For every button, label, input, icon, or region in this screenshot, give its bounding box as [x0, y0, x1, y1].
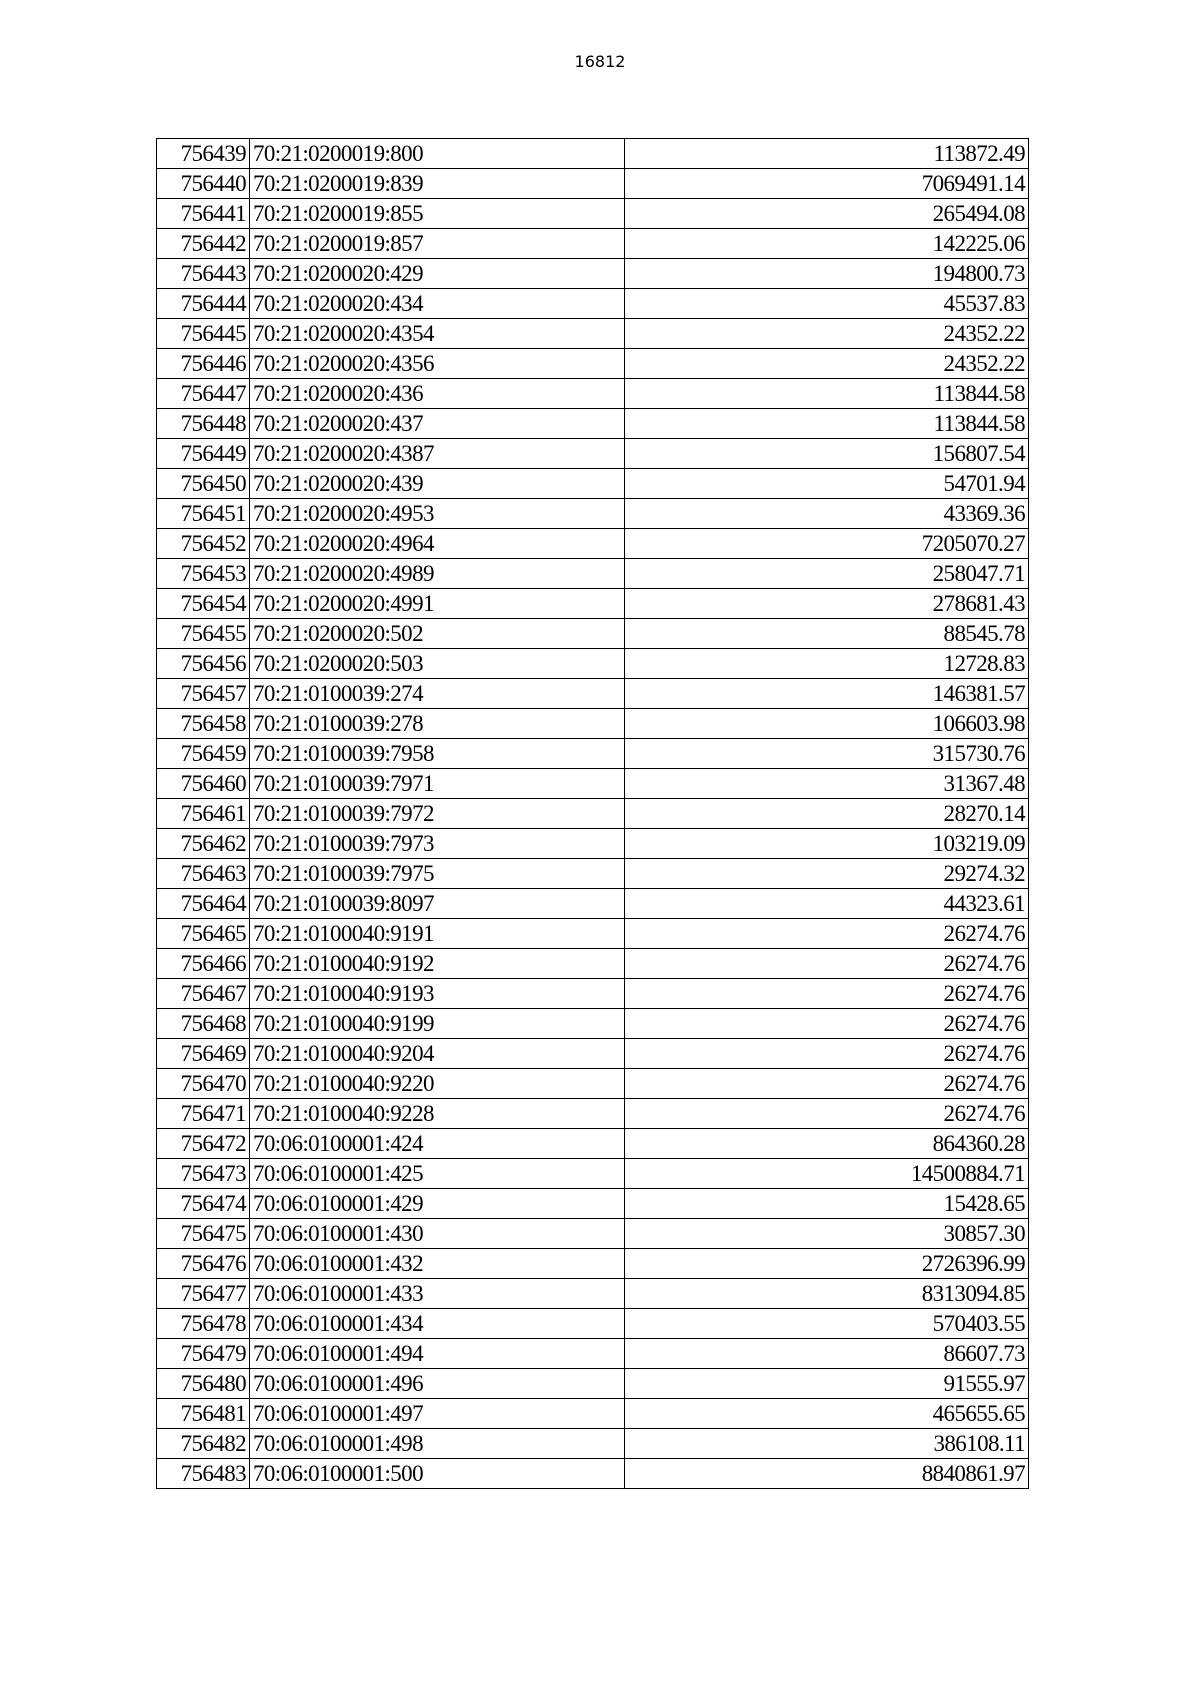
table-row	[157, 559, 1029, 589]
row-number-cell: 756474	[157, 1189, 250, 1219]
table-row	[157, 529, 1029, 559]
cadastral-number-cell: 70:21:0100040:9199	[250, 1009, 625, 1039]
cadastral-number-cell: 70:06:0100001:500	[250, 1459, 625, 1489]
cadastral-number-cell: 70:06:0100001:497	[250, 1399, 625, 1429]
table-row	[157, 649, 1029, 679]
value-cell: 465655.65	[625, 1399, 1029, 1429]
row-number-cell: 756443	[157, 259, 250, 289]
value-cell: 26274.76	[625, 949, 1029, 979]
cadastral-number-cell: 70:06:0100001:494	[250, 1339, 625, 1369]
cadastral-number-cell: 70:06:0100001:496	[250, 1369, 625, 1399]
row-number-cell: 756462	[157, 829, 250, 859]
table-row	[157, 1129, 1029, 1159]
table-row	[157, 589, 1029, 619]
row-number-cell: 756473	[157, 1159, 250, 1189]
value-cell: 278681.43	[625, 589, 1029, 619]
table-row	[157, 979, 1029, 1009]
cadastral-number-cell: 70:21:0100039:7958	[250, 739, 625, 769]
table-row	[157, 1159, 1029, 1189]
cadastral-number-cell: 70:06:0100001:434	[250, 1309, 625, 1339]
value-cell: 146381.57	[625, 679, 1029, 709]
table-row	[157, 949, 1029, 979]
cadastral-number-cell: 70:21:0100040:9204	[250, 1039, 625, 1069]
row-number-cell: 756453	[157, 559, 250, 589]
cadastral-number-cell: 70:21:0200020:4991	[250, 589, 625, 619]
row-number-cell: 756456	[157, 649, 250, 679]
cadastral-number-cell: 70:06:0100001:429	[250, 1189, 625, 1219]
row-number-cell: 756448	[157, 409, 250, 439]
row-number-cell: 756466	[157, 949, 250, 979]
table-row	[157, 739, 1029, 769]
table-row	[157, 349, 1029, 379]
data-table	[156, 138, 1029, 1489]
value-cell: 864360.28	[625, 1129, 1029, 1159]
row-number-cell: 756478	[157, 1309, 250, 1339]
value-cell: 26274.76	[625, 1069, 1029, 1099]
value-cell: 113872.49	[625, 139, 1029, 169]
table-row	[157, 469, 1029, 499]
value-cell: 88545.78	[625, 619, 1029, 649]
cadastral-number-cell: 70:21:0200019:857	[250, 229, 625, 259]
row-number-cell: 756459	[157, 739, 250, 769]
table-row	[157, 169, 1029, 199]
table-row	[157, 1099, 1029, 1129]
table-row	[157, 1219, 1029, 1249]
row-number-cell: 756451	[157, 499, 250, 529]
value-cell: 45537.83	[625, 289, 1029, 319]
cadastral-number-cell: 70:21:0100039:7972	[250, 799, 625, 829]
table-row	[157, 919, 1029, 949]
value-cell: 258047.71	[625, 559, 1029, 589]
value-cell: 386108.11	[625, 1429, 1029, 1459]
value-cell: 28270.14	[625, 799, 1029, 829]
value-cell: 30857.30	[625, 1219, 1029, 1249]
table-row	[157, 859, 1029, 889]
value-cell: 7205070.27	[625, 529, 1029, 559]
table-row	[157, 709, 1029, 739]
table-row	[157, 769, 1029, 799]
value-cell: 26274.76	[625, 1099, 1029, 1129]
table-row	[157, 1249, 1029, 1279]
value-cell: 156807.54	[625, 439, 1029, 469]
row-number-cell: 756455	[157, 619, 250, 649]
value-cell: 26274.76	[625, 1039, 1029, 1069]
row-number-cell: 756442	[157, 229, 250, 259]
table-row	[157, 1189, 1029, 1219]
cadastral-number-cell: 70:21:0200020:439	[250, 469, 625, 499]
value-cell: 142225.06	[625, 229, 1029, 259]
cadastral-number-cell: 70:21:0200020:4356	[250, 349, 625, 379]
value-cell: 26274.76	[625, 919, 1029, 949]
row-number-cell: 756479	[157, 1339, 250, 1369]
table-row	[157, 829, 1029, 859]
cadastral-number-cell: 70:21:0100039:278	[250, 709, 625, 739]
cadastral-number-cell: 70:21:0100039:7971	[250, 769, 625, 799]
cadastral-number-cell: 70:21:0100039:7975	[250, 859, 625, 889]
value-cell: 113844.58	[625, 379, 1029, 409]
cadastral-number-cell: 70:21:0200019:855	[250, 199, 625, 229]
table-row	[157, 1039, 1029, 1069]
value-cell: 15428.65	[625, 1189, 1029, 1219]
value-cell: 194800.73	[625, 259, 1029, 289]
cadastral-number-cell: 70:21:0200020:503	[250, 649, 625, 679]
cadastral-number-cell: 70:21:0200020:4354	[250, 319, 625, 349]
row-number-cell: 756439	[157, 139, 250, 169]
value-cell: 2726396.99	[625, 1249, 1029, 1279]
cadastral-number-cell: 70:06:0100001:425	[250, 1159, 625, 1189]
row-number-cell: 756469	[157, 1039, 250, 1069]
cadastral-number-cell: 70:21:0200020:436	[250, 379, 625, 409]
value-cell: 103219.09	[625, 829, 1029, 859]
table-row	[157, 1009, 1029, 1039]
table-row	[157, 289, 1029, 319]
row-number-cell: 756447	[157, 379, 250, 409]
cadastral-number-cell: 70:21:0100040:9191	[250, 919, 625, 949]
row-number-cell: 756441	[157, 199, 250, 229]
cadastral-number-cell: 70:21:0200020:4953	[250, 499, 625, 529]
value-cell: 54701.94	[625, 469, 1029, 499]
row-number-cell: 756449	[157, 439, 250, 469]
cadastral-number-cell: 70:21:0200019:839	[250, 169, 625, 199]
table-body	[157, 139, 1029, 1489]
row-number-cell: 756467	[157, 979, 250, 1009]
cadastral-number-cell: 70:06:0100001:432	[250, 1249, 625, 1279]
cadastral-number-cell: 70:21:0200019:800	[250, 139, 625, 169]
row-number-cell: 756472	[157, 1129, 250, 1159]
table-row	[157, 889, 1029, 919]
row-number-cell: 756460	[157, 769, 250, 799]
row-number-cell: 756446	[157, 349, 250, 379]
value-cell: 265494.08	[625, 199, 1029, 229]
value-cell: 113844.58	[625, 409, 1029, 439]
table-row	[157, 229, 1029, 259]
table-row	[157, 799, 1029, 829]
page-number: 16812	[574, 52, 626, 71]
row-number-cell: 756471	[157, 1099, 250, 1129]
cadastral-number-cell: 70:21:0100039:274	[250, 679, 625, 709]
cadastral-number-cell: 70:06:0100001:430	[250, 1219, 625, 1249]
table-row	[157, 679, 1029, 709]
row-number-cell: 756481	[157, 1399, 250, 1429]
table-row	[157, 1399, 1029, 1429]
table-row	[157, 379, 1029, 409]
row-number-cell: 756445	[157, 319, 250, 349]
table-row	[157, 1309, 1029, 1339]
value-cell: 26274.76	[625, 1009, 1029, 1039]
row-number-cell: 756461	[157, 799, 250, 829]
table-row	[157, 1459, 1029, 1489]
value-cell: 8313094.85	[625, 1279, 1029, 1309]
cadastral-number-cell: 70:21:0200020:434	[250, 289, 625, 319]
cadastral-number-cell: 70:21:0200020:437	[250, 409, 625, 439]
row-number-cell: 756450	[157, 469, 250, 499]
value-cell: 91555.97	[625, 1369, 1029, 1399]
row-number-cell: 756465	[157, 919, 250, 949]
table-row	[157, 1279, 1029, 1309]
value-cell: 44323.61	[625, 889, 1029, 919]
value-cell: 12728.83	[625, 649, 1029, 679]
row-number-cell: 756470	[157, 1069, 250, 1099]
value-cell: 29274.32	[625, 859, 1029, 889]
table-row	[157, 499, 1029, 529]
value-cell: 570403.55	[625, 1309, 1029, 1339]
cadastral-number-cell: 70:21:0200020:4964	[250, 529, 625, 559]
value-cell: 26274.76	[625, 979, 1029, 1009]
row-number-cell: 756480	[157, 1369, 250, 1399]
cadastral-number-cell: 70:21:0100039:7973	[250, 829, 625, 859]
row-number-cell: 756463	[157, 859, 250, 889]
table-row	[157, 1069, 1029, 1099]
value-cell: 31367.48	[625, 769, 1029, 799]
value-cell: 14500884.71	[625, 1159, 1029, 1189]
table-row	[157, 1339, 1029, 1369]
value-cell: 43369.36	[625, 499, 1029, 529]
cadastral-number-cell: 70:21:0200020:429	[250, 259, 625, 289]
row-number-cell: 756458	[157, 709, 250, 739]
cadastral-number-cell: 70:21:0200020:4387	[250, 439, 625, 469]
table-row	[157, 439, 1029, 469]
row-number-cell: 756440	[157, 169, 250, 199]
row-number-cell: 756482	[157, 1429, 250, 1459]
value-cell: 7069491.14	[625, 169, 1029, 199]
row-number-cell: 756444	[157, 289, 250, 319]
cadastral-number-cell: 70:21:0100040:9193	[250, 979, 625, 1009]
table-row	[157, 319, 1029, 349]
table-row	[157, 1369, 1029, 1399]
cadastral-number-cell: 70:06:0100001:424	[250, 1129, 625, 1159]
cadastral-number-cell: 70:21:0100039:8097	[250, 889, 625, 919]
row-number-cell: 756477	[157, 1279, 250, 1309]
row-number-cell: 756454	[157, 589, 250, 619]
cadastral-number-cell: 70:21:0200020:4989	[250, 559, 625, 589]
value-cell: 86607.73	[625, 1339, 1029, 1369]
value-cell: 24352.22	[625, 319, 1029, 349]
row-number-cell: 756476	[157, 1249, 250, 1279]
row-number-cell: 756464	[157, 889, 250, 919]
cadastral-number-cell: 70:21:0200020:502	[250, 619, 625, 649]
row-number-cell: 756475	[157, 1219, 250, 1249]
cadastral-number-cell: 70:06:0100001:433	[250, 1279, 625, 1309]
cadastral-number-cell: 70:21:0100040:9220	[250, 1069, 625, 1099]
table-row	[157, 1429, 1029, 1459]
table-row	[157, 409, 1029, 439]
cadastral-number-cell: 70:06:0100001:498	[250, 1429, 625, 1459]
cadastral-number-cell: 70:21:0100040:9228	[250, 1099, 625, 1129]
row-number-cell: 756457	[157, 679, 250, 709]
table-row	[157, 139, 1029, 169]
row-number-cell: 756468	[157, 1009, 250, 1039]
value-cell: 315730.76	[625, 739, 1029, 769]
value-cell: 106603.98	[625, 709, 1029, 739]
row-number-cell: 756452	[157, 529, 250, 559]
value-cell: 8840861.97	[625, 1459, 1029, 1489]
table-row	[157, 619, 1029, 649]
table-row	[157, 199, 1029, 229]
row-number-cell: 756483	[157, 1459, 250, 1489]
cadastral-number-cell: 70:21:0100040:9192	[250, 949, 625, 979]
table-row	[157, 259, 1029, 289]
value-cell: 24352.22	[625, 349, 1029, 379]
